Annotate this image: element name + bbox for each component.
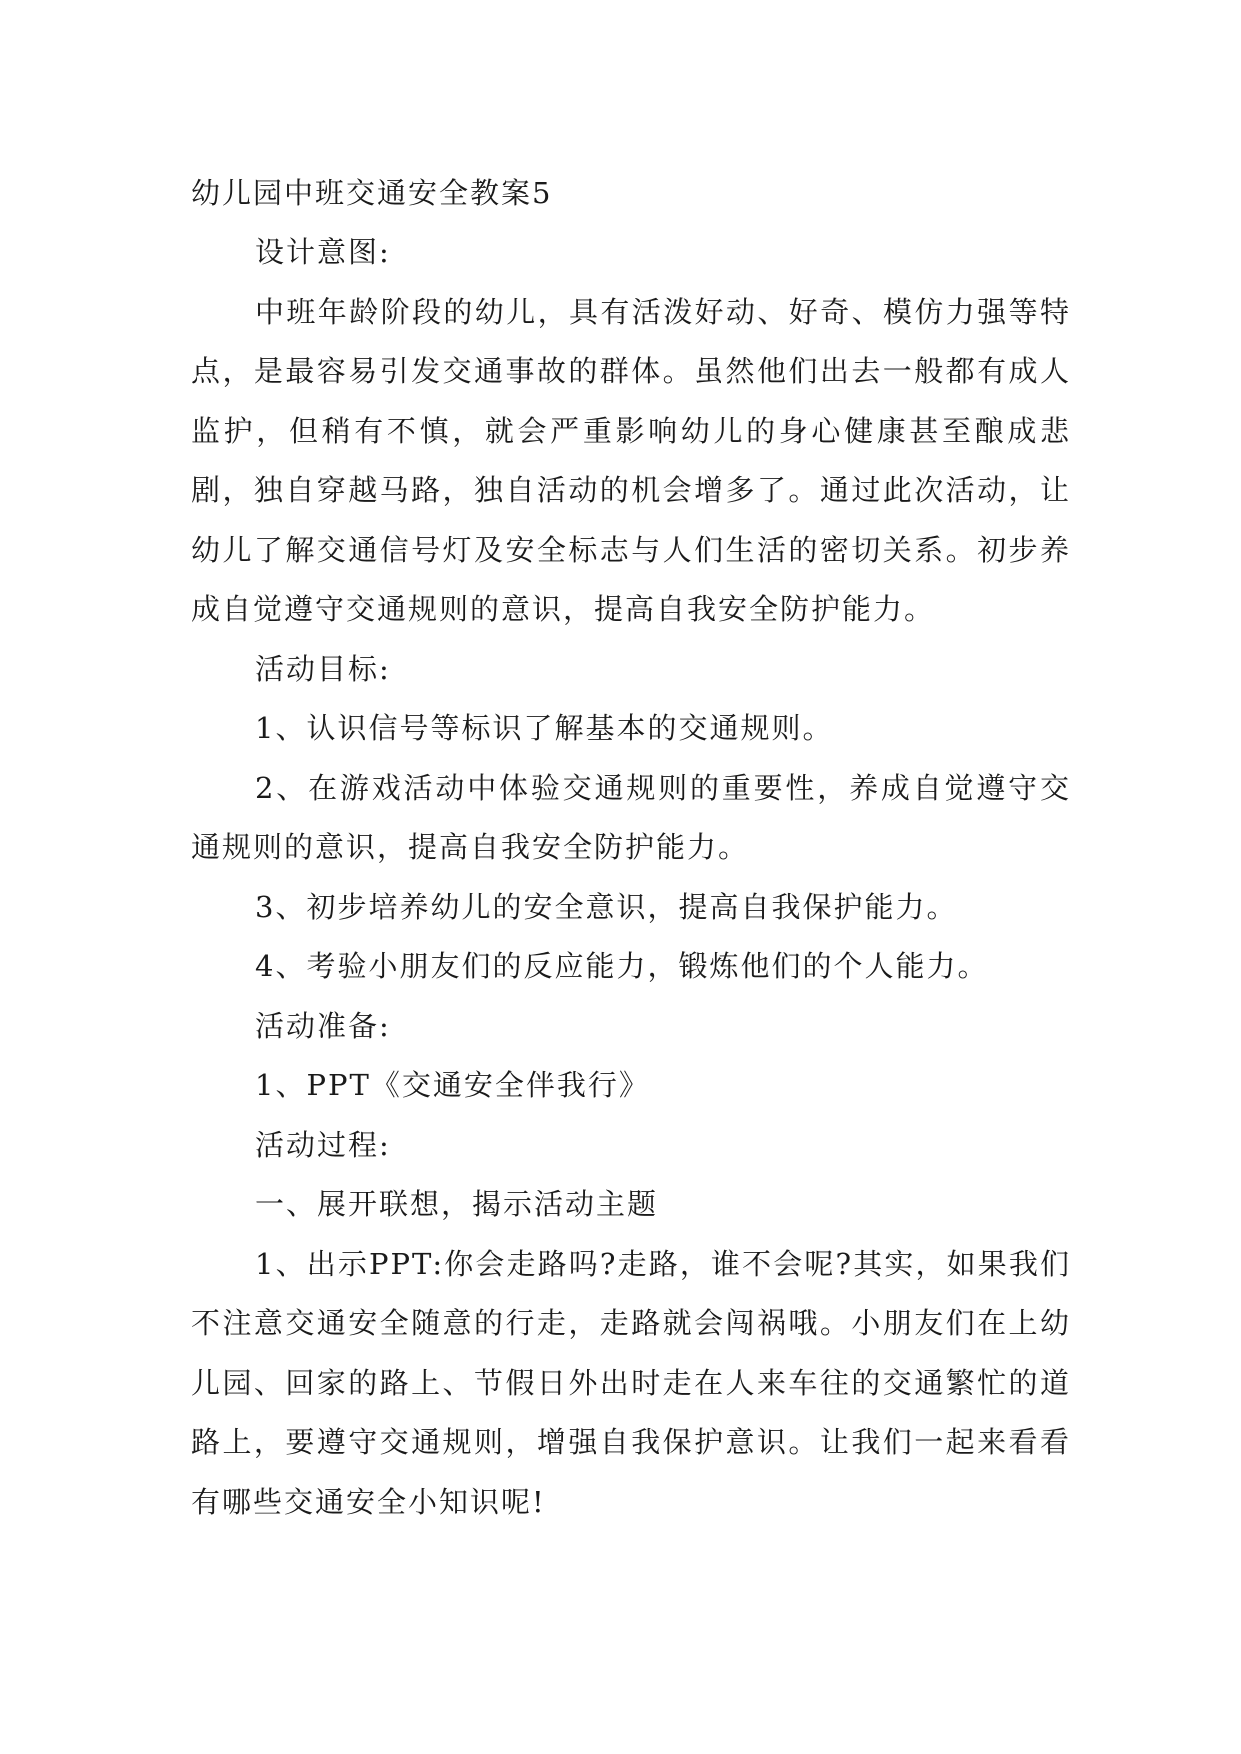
- section-heading-activity-preparation: 活动准备:: [255, 1008, 391, 1043]
- section-heading-design-intent: 设计意图:: [255, 235, 391, 269]
- document-body: [191, 163, 1071, 1532]
- goal-item-4: 4、考验小朋友们的反应能力，锻炼他们的个人能力。: [255, 949, 989, 983]
- goal-item-2: 2、在游戏活动中体验交通规则的重要性，养成自觉遵守交通规则的意识，提高自我安全防护能力。: [191, 770, 1071, 864]
- process-step-1-paragraph: 1、出示PPT:你会走路吗?走路，谁不会呢?其实，如果我们不注意交通安全随意的行走，走路就会闯祸哦。小朋友们在上幼儿园、回家的路上、节假日外出时走在人来车往的交通繁忙的道路上，要遵守交通规则，增强自我保护意识。让我们一起来看看有哪些交通安全小知识呢!: [191, 1246, 1071, 1519]
- section-heading-activity-process: 活动过程:: [255, 1127, 391, 1162]
- document-title: 幼儿园中班交通安全教案5: [191, 176, 553, 210]
- section-heading-activity-goals: 活动目标:: [255, 651, 391, 686]
- design-intent-paragraph: 中班年龄阶段的幼儿，具有活泼好动、好奇、模仿力强等特点，是最容易引发交通事故的群体。虽然他们出去一般都有成人监护，但稍有不慎，就会严重影响幼儿的身心健康甚至酿成悲剧，独自穿越马路，独自活动的机会增多了。通过此次活动，让幼儿了解交通信号灯及安全标志与人们生活的密切关系。初步养成自觉遵守交通规则的意识，提高自我安全防护能力。: [191, 294, 1071, 626]
- process-step-heading-1: 一、展开联想，揭示活动主题: [255, 1187, 659, 1221]
- goal-item-1: 1、认识信号等标识了解基本的交通规则。: [255, 711, 834, 745]
- goal-item-3: 3、初步培养幼儿的安全意识，提高自我保护能力。: [255, 889, 958, 924]
- preparation-item-1: 1、PPT《交通安全伴我行》: [255, 1068, 650, 1102]
